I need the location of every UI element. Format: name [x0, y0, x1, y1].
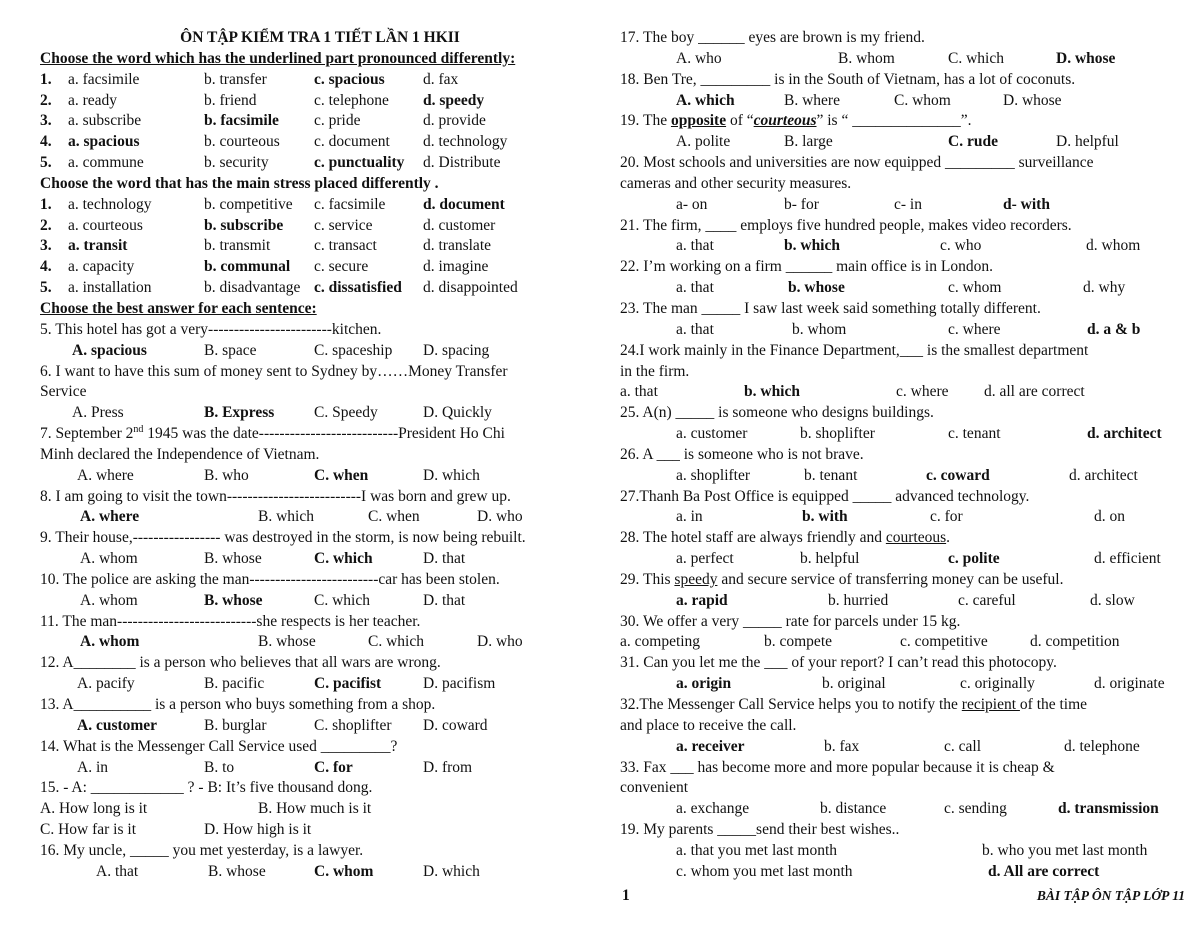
- q19-option-d[interactable]: D. helpful: [1056, 133, 1119, 151]
- q12-options: [40, 674, 600, 695]
- option-c[interactable]: c. document: [314, 133, 390, 151]
- q21-option-d[interactable]: d. whom: [1086, 237, 1141, 255]
- q32-option-b[interactable]: b. fax: [824, 737, 860, 755]
- question-20: 20. Most schools and universities are now equipped _________ surveillance: [620, 154, 1094, 172]
- q12-option-b[interactable]: B. pacific: [204, 675, 265, 693]
- question-32: [620, 695, 1185, 716]
- q25-option-b[interactable]: b. shoplifter: [800, 425, 875, 443]
- option-b[interactable]: b. disadvantage: [204, 279, 301, 297]
- option-d[interactable]: d. fax: [423, 70, 459, 88]
- q13-option-c[interactable]: C. shoplifter: [314, 716, 392, 734]
- section3-heading: Choose the best answer for each sentence:: [40, 299, 317, 317]
- question-30: 30. We offer a very _____ rate for parcels under 15 kg.: [620, 612, 961, 630]
- q7-option-b[interactable]: B. who: [204, 466, 249, 484]
- option-d[interactable]: d. technology: [423, 133, 508, 151]
- q10-option-c[interactable]: C. which: [314, 591, 370, 609]
- q21-option-a[interactable]: a. that: [676, 237, 714, 255]
- question-26: 26. A ___ is someone who is not brave.: [620, 445, 864, 463]
- left-column: [40, 28, 600, 883]
- page-footer: [620, 885, 1185, 907]
- q19b-options-row1: [620, 841, 1185, 862]
- question-16: 16. My uncle, _____ you met yesterday, is a lawyer.: [40, 841, 364, 859]
- q20-options: [620, 195, 1185, 216]
- q13-options: [40, 716, 600, 737]
- q8-option-b[interactable]: B. which: [258, 508, 314, 526]
- q29-text-post: and secure service of transferring money can be useful.: [717, 570, 1064, 588]
- q16-option-d[interactable]: D. which: [423, 862, 480, 880]
- q24-option-a[interactable]: a. that: [620, 383, 658, 401]
- q14-option-c[interactable]: C. for: [314, 758, 353, 776]
- option-a[interactable]: a. subscribe: [68, 112, 142, 130]
- q16-option-c[interactable]: C. whom: [314, 862, 374, 880]
- q26-option-c[interactable]: c. coward: [926, 466, 990, 484]
- q27-option-d[interactable]: d. on: [1094, 508, 1125, 526]
- q25-option-a[interactable]: a. customer: [676, 425, 748, 443]
- q22-options: [620, 278, 1185, 299]
- section1-row: [40, 132, 600, 153]
- q6-option-c[interactable]: C. Speedy: [314, 404, 378, 422]
- q30-option-a[interactable]: a. competing: [620, 633, 701, 651]
- q19-text-mid: of “: [726, 112, 754, 130]
- q11-option-b[interactable]: B. whose: [258, 633, 316, 651]
- q19-opposite: opposite: [670, 112, 727, 130]
- q9-option-b[interactable]: B. whose: [204, 550, 262, 568]
- option-a[interactable]: a. commune: [68, 154, 144, 172]
- q28-text-pre: 28. The hotel staff are always friendly and: [620, 529, 886, 547]
- section1-row: [40, 91, 600, 112]
- q28-option-a[interactable]: a. perfect: [676, 550, 734, 568]
- q28-option-c[interactable]: c. polite: [948, 550, 1000, 568]
- q30-option-c[interactable]: c. competitive: [900, 633, 988, 651]
- option-b[interactable]: b. communal: [204, 258, 291, 276]
- q19-option-c[interactable]: C. rude: [948, 133, 998, 151]
- section2-row: [40, 216, 600, 237]
- q13-option-b[interactable]: B. burglar: [204, 716, 267, 734]
- option-d[interactable]: d. translate: [423, 237, 492, 255]
- q17-option-c[interactable]: C. which: [948, 49, 1004, 67]
- q19-options: [620, 132, 1185, 153]
- q5-option-b[interactable]: B. space: [204, 341, 257, 359]
- q6-option-d[interactable]: D. Quickly: [423, 404, 492, 422]
- option-c[interactable]: c. spacious: [314, 70, 385, 88]
- item-number: 1.: [40, 70, 52, 88]
- q15-option-d[interactable]: D. How high is it: [204, 821, 312, 839]
- question-14: 14. What is the Messenger Call Service used _________?: [40, 737, 398, 755]
- q26-options: [620, 466, 1185, 487]
- q11-options: [40, 632, 600, 653]
- q11-option-d[interactable]: D. who: [477, 633, 523, 651]
- q6-option-a[interactable]: A. Press: [72, 404, 124, 422]
- q32-text-post: of the time: [1019, 696, 1088, 713]
- option-d[interactable]: d. Distribute: [423, 154, 501, 172]
- option-b[interactable]: b. transmit: [204, 237, 271, 255]
- q15-options-row1: [40, 799, 600, 820]
- q31-options: [620, 674, 1185, 695]
- q15-option-c[interactable]: C. How far is it: [40, 821, 137, 839]
- q7-options: [40, 466, 600, 487]
- question-10: 10. The police are asking the man-------------------------car has been stolen.: [40, 570, 500, 588]
- q19b-option-c[interactable]: c. whom you met last month: [676, 862, 853, 880]
- section1-heading: Choose the word which has the underlined part pronounced differently:: [40, 49, 516, 67]
- page-title: ÔN TẬP KIỂM TRA 1 TIẾT LẦN 1 HKII: [180, 29, 460, 46]
- q18-option-b[interactable]: B. where: [784, 91, 840, 109]
- q5-option-d[interactable]: D. spacing: [423, 341, 490, 359]
- item-number: 5.: [40, 279, 52, 297]
- q31-option-b[interactable]: b. original: [822, 675, 886, 693]
- option-a[interactable]: a. ready: [68, 91, 118, 109]
- question-19b: 19. My parents _____send their best wishes..: [620, 821, 900, 839]
- q24-option-b[interactable]: b. which: [744, 383, 800, 401]
- q28-text-post: .: [946, 529, 950, 547]
- question-12: 12. A________ is a person who believes that all wars are wrong.: [40, 654, 441, 672]
- q8-options: [40, 507, 600, 528]
- q7-text-a: 7. September 2: [40, 425, 134, 443]
- q13-option-d[interactable]: D. coward: [423, 716, 488, 734]
- q20-option-c[interactable]: c- in: [894, 195, 922, 213]
- q19-word: courteous: [753, 112, 817, 130]
- q20-option-a[interactable]: a- on: [676, 195, 708, 213]
- option-a[interactable]: a. transit: [68, 237, 128, 255]
- q19b-option-d[interactable]: d. All are correct: [988, 862, 1100, 880]
- q32-word: recipient: [961, 696, 1020, 713]
- q29-word: speedy: [674, 570, 718, 588]
- q8-option-a[interactable]: A. where: [80, 508, 140, 526]
- question-7: [40, 424, 600, 445]
- q22-option-b[interactable]: b. whose: [788, 279, 845, 297]
- q26-option-d[interactable]: d. architect: [1069, 466, 1138, 484]
- q29-options: [620, 591, 1185, 612]
- q6-options: [40, 403, 600, 424]
- q10-options: [40, 591, 600, 612]
- item-number: 4.: [40, 258, 52, 276]
- question-24: 24.I work mainly in the Finance Department,___ is the smallest department: [620, 341, 1089, 359]
- q14-option-a[interactable]: A. in: [77, 758, 108, 776]
- item-number: 2.: [40, 216, 52, 234]
- q17-option-a[interactable]: A. who: [676, 49, 722, 67]
- option-d[interactable]: d. speedy: [423, 91, 485, 109]
- option-b[interactable]: b. facsimile: [204, 112, 279, 130]
- q27-option-c[interactable]: c. for: [930, 508, 963, 526]
- q20-option-d[interactable]: d- with: [1003, 195, 1050, 213]
- q14-options: [40, 758, 600, 779]
- q27-options: [620, 507, 1185, 528]
- question-6-cont: Service: [40, 383, 87, 401]
- question-28: [620, 528, 1185, 549]
- q7-sup: nd: [133, 423, 144, 435]
- section2-heading: Choose the word that has the main stress placed differently .: [40, 174, 439, 192]
- q19-option-b[interactable]: B. large: [784, 133, 833, 151]
- question-13: 13. A__________ is a person who buys something from a shop.: [40, 696, 436, 713]
- q33-options: [620, 799, 1185, 820]
- q15-option-a[interactable]: A. How long is it: [40, 800, 148, 818]
- q17-option-d[interactable]: D. whose: [1056, 49, 1116, 67]
- q29-option-c[interactable]: c. careful: [958, 591, 1016, 609]
- q23-option-c[interactable]: c. where: [948, 320, 1001, 338]
- question-9: 9. Their house,----------------- was destroyed in the storm, is now being rebuilt.: [40, 529, 526, 547]
- q29-text-pre: 29. This: [620, 570, 675, 588]
- q21-options: [620, 236, 1185, 257]
- item-number: 4.: [40, 133, 52, 151]
- q8-option-d[interactable]: D. who: [477, 508, 523, 526]
- q33-option-b[interactable]: b. distance: [820, 800, 887, 818]
- q17-option-b[interactable]: B. whom: [838, 49, 895, 67]
- q18-option-c[interactable]: C. whom: [894, 91, 951, 109]
- question-17: 17. The boy ______ eyes are brown is my friend.: [620, 29, 925, 46]
- right-column: [620, 28, 1185, 883]
- section2-row: [40, 236, 600, 257]
- q16-option-b[interactable]: B. whose: [208, 862, 266, 880]
- q19-text-pre: 19. The: [620, 112, 671, 130]
- q11-option-c[interactable]: C. which: [368, 633, 424, 651]
- q19b-option-b[interactable]: b. who you met last month: [982, 841, 1148, 859]
- q30-option-d[interactable]: d. competition: [1030, 633, 1120, 651]
- option-b[interactable]: b. subscribe: [204, 216, 284, 234]
- q28-word: courteous: [885, 529, 947, 547]
- question-32-cont: and place to receive the call.: [620, 716, 797, 734]
- option-d[interactable]: d. disappointed: [423, 279, 518, 297]
- q19b-options-row2: [620, 862, 1185, 883]
- q9-options: [40, 549, 600, 570]
- option-b[interactable]: b. courteous: [204, 133, 280, 151]
- q19-text-post: ” is “ ______________”.: [816, 112, 972, 130]
- option-c[interactable]: c. telephone: [314, 91, 389, 109]
- question-6: 6. I want to have this sum of money sent to Sydney by……Money Transfer: [40, 362, 508, 380]
- q14-option-b[interactable]: B. to: [204, 758, 235, 776]
- question-25: 25. A(n) _____ is someone who designs buildings.: [620, 404, 934, 422]
- q12-option-d[interactable]: D. pacifism: [423, 675, 496, 693]
- q5-option-c[interactable]: C. spaceship: [314, 341, 393, 359]
- q31-option-c[interactable]: c. originally: [960, 675, 1035, 693]
- option-d[interactable]: d. provide: [423, 112, 486, 130]
- q33-option-a[interactable]: a. exchange: [676, 800, 750, 818]
- q29-option-b[interactable]: b. hurried: [828, 591, 889, 609]
- section1-row: [40, 111, 600, 132]
- question-33-cont: convenient: [620, 779, 689, 797]
- option-c[interactable]: c. punctuality: [314, 154, 405, 172]
- question-18: 18. Ben Tre, _________ is in the South of Vietnam, has a lot of coconuts.: [620, 70, 1076, 88]
- question-24-cont: in the firm.: [620, 362, 690, 380]
- page-number: 1: [622, 887, 630, 904]
- q29-option-a[interactable]: a. rapid: [676, 591, 728, 609]
- item-number: 1.: [40, 195, 52, 213]
- q29-option-d[interactable]: d. slow: [1090, 591, 1135, 609]
- section1-row: [40, 153, 600, 174]
- q8-option-c[interactable]: C. when: [368, 508, 420, 526]
- option-c[interactable]: c. transact: [314, 237, 377, 255]
- q19-option-a[interactable]: A. polite: [676, 133, 731, 151]
- q30-options: [620, 632, 1185, 653]
- question-20-cont: cameras and other security measures.: [620, 174, 852, 192]
- option-d[interactable]: d. document: [423, 195, 505, 213]
- q24-option-d[interactable]: d. all are correct: [984, 383, 1085, 401]
- option-a[interactable]: a. spacious: [68, 133, 140, 151]
- q15-options-row2: [40, 820, 600, 841]
- q11-option-a[interactable]: A. whom: [80, 633, 140, 651]
- option-d[interactable]: d. imagine: [423, 258, 489, 276]
- q18-options: [620, 91, 1185, 112]
- q27-option-a[interactable]: a. in: [676, 508, 703, 526]
- option-d[interactable]: d. customer: [423, 216, 496, 234]
- q24-option-c[interactable]: c. where: [896, 383, 949, 401]
- q28-options: [620, 549, 1185, 570]
- question-8: 8. I am going to visit the town--------------------------I was born and grew up.: [40, 487, 511, 505]
- item-number: 5.: [40, 154, 52, 172]
- q27-option-b[interactable]: b. with: [802, 508, 848, 526]
- q10-option-b[interactable]: B. whose: [204, 591, 263, 609]
- q10-option-a[interactable]: A. whom: [80, 591, 138, 609]
- section2-row: [40, 257, 600, 278]
- q6-option-b[interactable]: B. Express: [204, 404, 275, 422]
- q7-option-c[interactable]: C. when: [314, 466, 369, 484]
- q26-option-a[interactable]: a. shoplifter: [676, 466, 751, 484]
- section2-row: [40, 278, 600, 299]
- item-number: 3.: [40, 112, 52, 130]
- item-number: 3.: [40, 237, 52, 255]
- q32-option-a[interactable]: a. receiver: [676, 737, 745, 755]
- option-b[interactable]: b. competitive: [204, 195, 293, 213]
- section1-row: [40, 70, 600, 91]
- q14-option-d[interactable]: D. from: [423, 758, 473, 776]
- q33-option-c[interactable]: c. sending: [944, 800, 1007, 818]
- q31-option-a[interactable]: a. origin: [676, 675, 732, 693]
- q32-text-pre: 32.The Messenger Call Service helps you to notify the: [620, 696, 962, 713]
- option-a[interactable]: a. installation: [68, 279, 152, 297]
- q7-text-b: 1945 was the date---------------------------President Ho Chi: [143, 425, 505, 443]
- q18-option-a[interactable]: A. which: [676, 91, 735, 109]
- question-19: [620, 111, 1185, 132]
- q26-option-b[interactable]: b. tenant: [804, 466, 858, 484]
- q22-option-d[interactable]: d. why: [1083, 279, 1126, 297]
- question-21: 21. The firm, ____ employs five hundred people, makes video recorders.: [620, 216, 1072, 234]
- q30-option-b[interactable]: b. compete: [764, 633, 833, 651]
- q7-option-d[interactable]: D. which: [423, 466, 480, 484]
- question-7-cont: Minh declared the Independence of Vietnam.: [40, 445, 320, 463]
- question-31: 31. Can you let me the ___ of your report? I can’t read this photocopy.: [620, 654, 1057, 672]
- question-5: 5. This hotel has got a very------------------------kitchen.: [40, 320, 382, 338]
- option-b[interactable]: b. transfer: [204, 70, 267, 88]
- q21-option-b[interactable]: b. which: [784, 237, 840, 255]
- option-c[interactable]: c. service: [314, 216, 373, 234]
- q5-options: [40, 341, 600, 362]
- q9-option-a[interactable]: A. whom: [80, 550, 138, 568]
- q25-option-d[interactable]: d. architect: [1087, 425, 1162, 443]
- question-15: 15. - A: ____________ ? - B: It’s five thousand dong.: [40, 779, 373, 797]
- q32-options: [620, 737, 1185, 758]
- q24-options: [620, 382, 1185, 403]
- q12-option-c[interactable]: C. pacifist: [314, 675, 382, 693]
- q25-options: [620, 424, 1185, 445]
- q23-options: [620, 320, 1185, 341]
- q17-options: [620, 49, 1185, 70]
- q28-option-d[interactable]: d. efficient: [1094, 550, 1161, 568]
- question-33: 33. Fax ___ has become more and more popular because it is cheap &: [620, 758, 1055, 776]
- q12-option-a[interactable]: A. pacify: [77, 675, 135, 693]
- q16-option-a[interactable]: A. that: [96, 862, 139, 880]
- q32-option-c[interactable]: c. call: [944, 737, 982, 755]
- q9-option-c[interactable]: C. which: [314, 550, 373, 568]
- q7-option-a[interactable]: A. where: [77, 466, 134, 484]
- q20-option-b[interactable]: b- for: [784, 195, 819, 213]
- q23-option-d[interactable]: d. a & b: [1087, 320, 1141, 338]
- option-b[interactable]: b. friend: [204, 91, 257, 109]
- question-27: 27.Thanh Ba Post Office is equipped _____ advanced technology.: [620, 487, 1030, 505]
- option-a[interactable]: a. capacity: [68, 258, 135, 276]
- question-29: [620, 570, 1185, 591]
- q21-option-c[interactable]: c. who: [940, 237, 982, 255]
- q10-option-d[interactable]: D. that: [423, 591, 466, 609]
- option-a[interactable]: a. facsimile: [68, 70, 140, 88]
- option-c[interactable]: c. facsimile: [314, 195, 386, 213]
- item-number: 2.: [40, 91, 52, 109]
- q13-option-a[interactable]: A. customer: [77, 716, 158, 734]
- q23-option-a[interactable]: a. that: [676, 320, 714, 338]
- option-a[interactable]: a. courteous: [68, 216, 143, 234]
- question-11: 11. The man---------------------------she respects is her teacher.: [40, 612, 421, 630]
- option-c[interactable]: c. pride: [314, 112, 361, 130]
- option-c[interactable]: c. secure: [314, 258, 369, 276]
- section2-row: [40, 195, 600, 216]
- question-22: 22. I’m working on a firm ______ main office is in London.: [620, 258, 993, 276]
- q15-option-b[interactable]: B. How much is it: [258, 800, 372, 818]
- option-b[interactable]: b. security: [204, 154, 269, 172]
- q18-option-d[interactable]: D. whose: [1003, 91, 1062, 109]
- q5-option-a[interactable]: A. spacious: [72, 341, 147, 359]
- q28-option-b[interactable]: b. helpful: [800, 550, 860, 568]
- option-c[interactable]: c. dissatisfied: [314, 279, 402, 297]
- q31-option-d[interactable]: d. originate: [1094, 675, 1165, 693]
- q23-option-b[interactable]: b. whom: [792, 320, 847, 338]
- q25-option-c[interactable]: c. tenant: [948, 425, 1001, 443]
- q33-option-d[interactable]: d. transmission: [1058, 800, 1159, 818]
- q22-option-a[interactable]: a. that: [676, 279, 714, 297]
- footer-label: BÀI TẬP ÔN TẬP LỚP 11: [1036, 888, 1185, 903]
- q19b-option-a[interactable]: a. that you met last month: [676, 841, 838, 859]
- option-a[interactable]: a. technology: [68, 195, 152, 213]
- q9-option-d[interactable]: D. that: [423, 550, 466, 568]
- q22-option-c[interactable]: c. whom: [948, 279, 1002, 297]
- q16-options: [40, 862, 600, 883]
- q32-option-d[interactable]: d. telephone: [1064, 737, 1140, 755]
- question-23: 23. The man _____ I saw last week said something totally different.: [620, 299, 1041, 317]
